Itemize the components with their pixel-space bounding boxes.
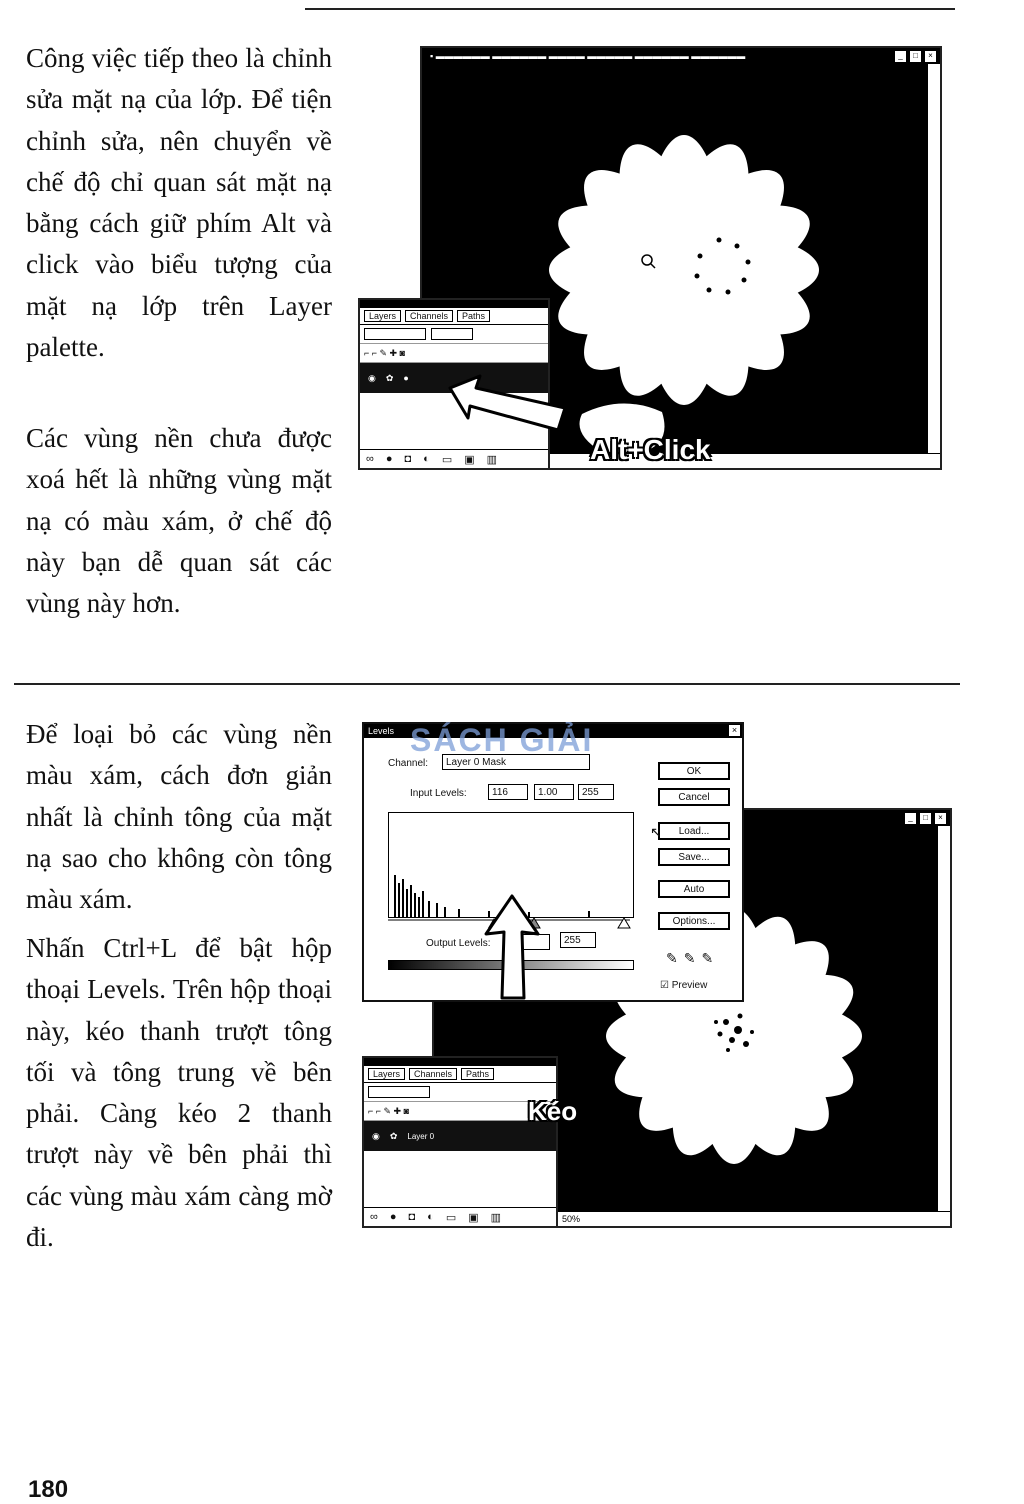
dialog-title: Levels	[368, 726, 395, 736]
tab-channels[interactable]: Channels	[409, 1068, 457, 1080]
window-controls-2	[904, 812, 947, 825]
middle-rule	[14, 683, 960, 685]
input-level-mid-field[interactable]: 1.00	[534, 784, 574, 800]
eye-icon[interactable]: ◉	[368, 372, 376, 383]
zoom-readout: 50%	[554, 456, 573, 466]
gray-eyedropper-icon[interactable]: ✎	[683, 950, 702, 966]
section2-paragraph-2: Nhấn Ctrl+L để bật hộp thoại Levels. Trên hộp thoại này, kéo thanh trượt tông tối và tông trung về bên phải. Càng kéo 2 thanh trượt này về bên phải thì các vùng màu xám càng mờ đi.	[26, 933, 332, 1253]
style-icon[interactable]: ●	[385, 453, 393, 465]
checkbox-icon[interactable]: ☑	[660, 980, 669, 991]
link-icon[interactable]: ∞	[366, 453, 374, 465]
options-button[interactable]: Options...	[658, 912, 730, 930]
close-icon[interactable]: ×	[729, 725, 740, 736]
zoom-readout-2: 50%	[562, 1214, 581, 1224]
black-eyedropper-icon[interactable]: ✎	[666, 950, 684, 966]
minimize-icon[interactable]: _	[894, 50, 907, 63]
section1-paragraph-1: Công việc tiếp theo là chỉnh sửa mặt nạ của lớp. Để tiện chỉnh sửa, nên chuyển về chế độ chỉ quan sát mặt nạ bằng cách giữ phím Alt và click vào biểu tượng của mặt nạ lớp trên Layer palette.	[26, 43, 332, 363]
preview-label: Preview	[671, 980, 708, 991]
adjustment-icon[interactable]: ◐	[427, 1211, 434, 1223]
minimize-icon[interactable]: _	[904, 812, 917, 825]
eyedropper-tools	[666, 950, 719, 967]
keo-label: Kéo	[528, 1096, 578, 1126]
channel-select[interactable]: Layer 0 Mask	[442, 754, 590, 770]
palette-bottom-toolbar	[360, 449, 548, 468]
palette-tabs-2	[364, 1066, 556, 1083]
trash-icon[interactable]: ▥	[486, 453, 498, 466]
cancel-button[interactable]: Cancel	[658, 788, 730, 806]
vertical-scrollbar[interactable]	[927, 64, 940, 454]
pointer-cursor-icon: ↖	[650, 824, 662, 840]
folder-icon[interactable]: ▭	[441, 453, 453, 466]
tab-paths[interactable]: Paths	[457, 310, 490, 322]
layer-thumbnail-icon[interactable]: ✿	[389, 1130, 398, 1141]
watermark-logo: SÁCH GIẢI	[410, 722, 594, 758]
tab-layers[interactable]: Layers	[368, 1068, 405, 1080]
window-titlebar: ▪ ▬▬▬▬▬▬ ▬▬▬▬▬▬ ▬▬▬▬ ▬▬▬▬▬ ▬▬▬▬▬▬ ▬▬▬▬▬▬	[422, 48, 940, 64]
input-level-light-field[interactable]: 255	[578, 784, 614, 800]
output-level-light-field[interactable]: 255	[560, 932, 596, 948]
mask-icon[interactable]: ◘	[404, 453, 412, 465]
levels-dialog	[362, 722, 744, 1002]
arrow-icon	[440, 368, 570, 448]
adjustment-icon[interactable]: ◐	[423, 453, 430, 465]
layer-mask-thumbnail-icon[interactable]: ●	[403, 373, 409, 383]
maximize-icon[interactable]: □	[909, 50, 922, 63]
section2-paragraph-1: Để loại bỏ các vùng nền màu xám, cách đơn giản nhất là chỉnh tông của mặt nạ sao cho không còn tông màu xám.	[26, 719, 332, 915]
auto-button[interactable]: Auto	[658, 880, 730, 898]
output-levels-label: Output Levels:	[426, 938, 491, 949]
palette-tabs	[360, 308, 548, 325]
folder-icon[interactable]: ▭	[445, 1211, 457, 1224]
close-icon[interactable]: ×	[924, 50, 937, 63]
tab-layers[interactable]: Layers	[364, 310, 401, 322]
input-level-dark-field[interactable]: 116	[488, 784, 528, 800]
figure-levels	[362, 704, 954, 1230]
layer-thumbnail-icon[interactable]: ✿	[385, 372, 394, 383]
eye-icon[interactable]: ◉	[372, 1130, 380, 1141]
up-arrow-icon	[482, 894, 542, 1004]
link-icon[interactable]: ∞	[370, 1211, 378, 1223]
layers-palette-2	[362, 1056, 558, 1228]
page-number: 180	[28, 1476, 69, 1503]
figure-alt-click	[358, 46, 946, 474]
tab-paths[interactable]: Paths	[461, 1068, 494, 1080]
alt-click-label: Alt+Click	[590, 434, 711, 465]
maximize-icon[interactable]: □	[919, 812, 932, 825]
mask-icon[interactable]: ◘	[408, 1211, 416, 1223]
window-controls	[894, 50, 937, 63]
lock-row-2[interactable]: ⌐ ⌐ ✎ ✚ ◙	[364, 1102, 556, 1121]
white-eyedropper-icon[interactable]: ✎	[701, 950, 720, 966]
palette-bottom-toolbar-2	[364, 1207, 556, 1226]
close-icon[interactable]: ×	[934, 812, 947, 825]
new-layer-icon[interactable]: ▣	[464, 453, 475, 466]
layer-name: Layer 0	[407, 1131, 435, 1141]
style-icon[interactable]: ●	[389, 1211, 397, 1223]
top-rule	[305, 8, 955, 10]
section1-paragraph-2: Các vùng nền chưa được xoá hết là những vùng mặt nạ có màu xám, ở chế độ này bạn dễ quan sát các vùng này hơn.	[26, 423, 332, 619]
new-layer-icon[interactable]: ▣	[468, 1211, 479, 1224]
save-button[interactable]: Save...	[658, 848, 730, 866]
lock-row[interactable]: ⌐ ⌐ ✎ ✚ ◙	[360, 344, 548, 363]
input-levels-label: Input Levels:	[410, 788, 467, 799]
trash-icon[interactable]: ▥	[490, 1211, 502, 1224]
load-button[interactable]: Load...	[658, 822, 730, 840]
blend-mode-row[interactable]	[360, 325, 548, 344]
vertical-scrollbar-2[interactable]	[937, 826, 950, 1212]
ok-button[interactable]: OK	[658, 762, 730, 780]
preview-checkbox[interactable]	[660, 980, 707, 991]
channel-label: Channel:	[388, 758, 429, 769]
tab-channels[interactable]: Channels	[405, 310, 453, 322]
